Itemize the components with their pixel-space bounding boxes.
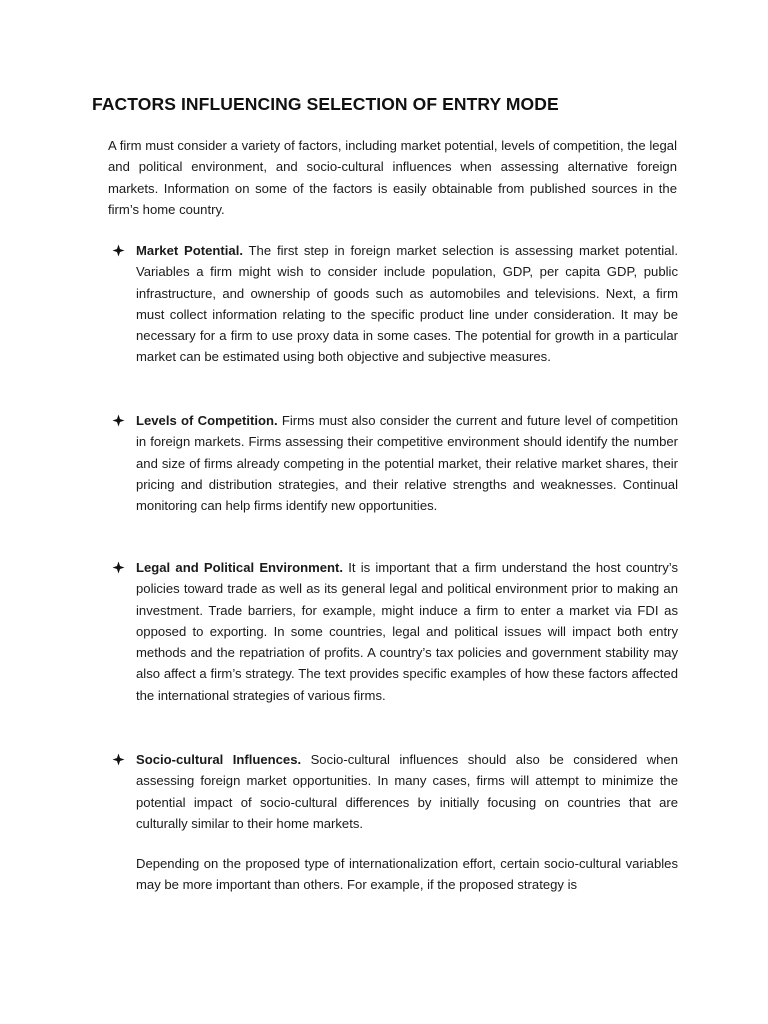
bullet-paragraph xyxy=(136,240,678,368)
bullet-text: It is important that a firm understand the host country’s policies toward trade as well as its general legal and political environment prior to making an investment. Trade barriers, for example, might induce a firm to enter a market via FDI as opposed to exporting. In some countries, legal and political issues will impact both entry methods and the repatriation of profits. A country’s tax policies and government stability may also affect a firm’s strategy. The text provides specific examples of how these factors affected the international strategies of various firms. xyxy=(136,560,679,703)
bullet-text: The first step in foreign market selection is assessing market potential. Variables a firm might wish to consider include population, GDP, per capita GDP, public infrastructure, and ownership of goods such as automobiles and televisions. Next, a firm must collect information relating to the specific product line under consideration. It may be necessary for a firm to use proxy data in some cases. The potential for growth in a particular market can be estimated using both objective and subjective measures. xyxy=(136,243,678,365)
diamond-bullet-icon xyxy=(112,410,126,431)
document-title: FACTORS INFLUENCING SELECTION OF ENTRY MODE xyxy=(92,94,559,114)
bullet-text: Firms must also consider the current and future level of competition in foreign markets. Firms assessing their competitive environment should identify the number and size of firms already competing in the potential market, their relative market shares, their pricing and distribution strategies, and their relative strengths and weaknesses. Continual monitoring can help firms identify new opportunities. xyxy=(136,413,679,514)
bullet-paragraph xyxy=(136,410,678,516)
bullet-paragraph xyxy=(136,749,678,834)
diamond-bullet-icon xyxy=(112,240,126,261)
continuation-paragraph: Depending on the proposed type of internationalization effort, certain socio-cultural variables may be more important than others. For example, if the proposed strategy is xyxy=(136,856,678,893)
bullet-text: Socio-cultural influences should also be considered when assessing foreign market opportunities. In many cases, firms will attempt to minimize the potential impact of socio-cultural differences by initially focusing on countries that are culturally similar to their home markets. xyxy=(136,752,678,831)
bullet-levels-of-competition xyxy=(112,410,678,516)
bullet-legal-political xyxy=(112,557,678,706)
bullet-heading: Socio-cultural Influences. xyxy=(136,752,302,767)
bullet-market-potential xyxy=(112,240,678,368)
bullet-heading: Market Potential. xyxy=(136,243,243,258)
bullet-heading: Legal and Political Environment. xyxy=(136,560,343,575)
diamond-bullet-icon xyxy=(112,749,126,770)
bullet-heading: Levels of Competition. xyxy=(136,413,278,428)
bullet-paragraph xyxy=(136,557,678,706)
bullet-socio-cultural xyxy=(112,749,678,834)
diamond-bullet-icon xyxy=(112,557,126,578)
intro-paragraph: A firm must consider a variety of factors, including market potential, levels of competition, the legal and political environment, and socio-cultural influences when assessing alternative foreign markets. Information on some of the factors is easily obtainable from published sources in the firm’s home country. xyxy=(108,138,677,217)
